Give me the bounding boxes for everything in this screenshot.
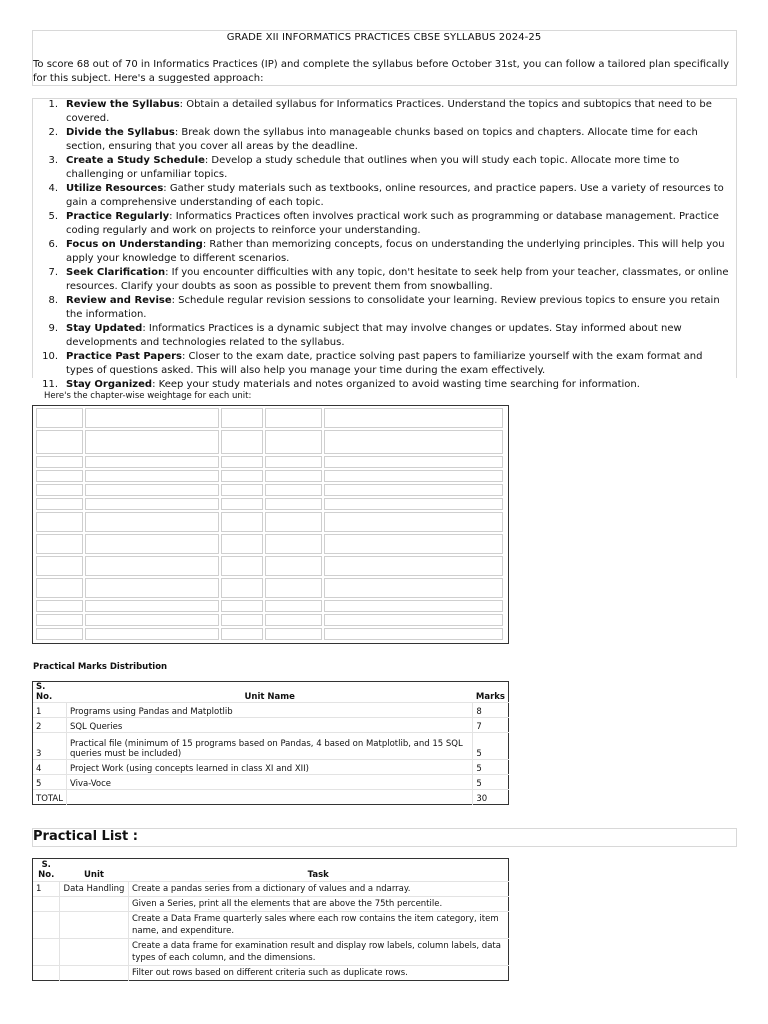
weightage-cell xyxy=(265,600,322,612)
step-text: Break down the syllabus into manageable chunks based on topics and chapters. Allocate time for each section, ensuring that you cover all areas by the deadline. xyxy=(66,127,698,152)
weightage-cell xyxy=(221,556,263,576)
step-item xyxy=(30,322,730,350)
cell-sno xyxy=(33,966,60,981)
weightage-row xyxy=(36,498,505,510)
weightage-cell xyxy=(36,578,83,598)
weightage-cell xyxy=(221,498,263,510)
table-row xyxy=(33,775,509,790)
weightage-cell xyxy=(324,470,503,482)
practical-marks-table xyxy=(32,681,509,805)
cell-unit xyxy=(60,897,129,912)
step-separator: : xyxy=(174,127,179,138)
cell-unit: Practical file (minimum of 15 programs based on Pandas, 4 based on Matplotlib, and 15 SQL queries must be included) xyxy=(66,733,472,760)
table-row xyxy=(33,718,509,733)
step-item xyxy=(30,294,730,322)
weightage-cell xyxy=(324,512,503,532)
table-row xyxy=(33,703,509,718)
cell-marks: 30 xyxy=(473,790,509,805)
weightage-cell xyxy=(85,628,220,640)
practical-list-title: Practical List : xyxy=(33,829,138,844)
weightage-cell xyxy=(324,430,503,454)
header-marks: Marks xyxy=(475,692,505,702)
weightage-row xyxy=(36,556,505,576)
weightage-cell xyxy=(265,430,322,454)
cell-sno: 1 xyxy=(33,882,60,897)
cell-sno: 1 xyxy=(33,703,67,718)
step-number: 7. xyxy=(48,267,58,278)
weightage-row xyxy=(36,512,505,532)
step-item xyxy=(30,378,730,392)
weightage-cell xyxy=(85,600,220,612)
cell-unit xyxy=(60,912,129,939)
step-heading: Seek Clarification xyxy=(66,267,166,278)
step-text: Obtain a detailed syllabus for Informatics Practices. Understand the topics and subtopics that need to be covered. xyxy=(66,99,712,124)
weightage-cell xyxy=(324,578,503,598)
step-number: 5. xyxy=(48,211,58,222)
cell-unit xyxy=(60,939,129,966)
weightage-row xyxy=(36,578,505,598)
weightage-cell xyxy=(85,484,220,496)
intro-paragraph: To score 68 out of 70 in Informatics Practices (IP) and complete the syllabus before October 31st, you can follow a tailored plan specifically for this subject. Here's a suggested approach: xyxy=(33,59,730,84)
table-row xyxy=(33,966,509,981)
cell-sno: 2 xyxy=(33,718,67,733)
weightage-cell xyxy=(221,614,263,626)
step-item xyxy=(30,98,730,126)
step-heading: Review and Revise xyxy=(66,295,172,306)
weightage-cell xyxy=(85,498,220,510)
step-text: Gather study materials such as textbooks, online resources, and practice papers. Use a variety of resources to gain a comprehensive understanding of each topic. xyxy=(66,183,724,208)
step-heading: Stay Updated xyxy=(66,323,143,334)
step-item xyxy=(30,182,730,210)
study-steps-list xyxy=(30,98,730,392)
weightage-cell xyxy=(324,614,503,626)
weightage-cell xyxy=(36,430,83,454)
step-number: 8. xyxy=(48,295,58,306)
weightage-cell xyxy=(36,628,83,640)
weightage-cell xyxy=(265,628,322,640)
cell-unit: Viva-Voce xyxy=(66,775,472,790)
step-item xyxy=(30,350,730,378)
step-separator: : xyxy=(169,211,173,222)
weightage-table xyxy=(32,405,509,644)
weightage-note: Here's the chapter-wise weightage for each unit: xyxy=(44,391,252,401)
weightage-row xyxy=(36,408,505,428)
weightage-cell xyxy=(265,470,322,482)
table-row xyxy=(33,897,509,912)
weightage-cell xyxy=(265,512,322,532)
weightage-cell xyxy=(324,600,503,612)
weightage-row xyxy=(36,614,505,626)
step-number: 11. xyxy=(42,379,58,390)
step-item xyxy=(30,126,730,154)
weightage-cell xyxy=(265,408,322,428)
step-separator: : xyxy=(152,379,156,390)
cell-task: Create a pandas series from a dictionary of values and a ndarray. xyxy=(129,882,509,897)
weightage-cell xyxy=(324,408,503,428)
step-text: Keep your study materials and notes organized to avoid wasting time searching for information. xyxy=(155,379,640,390)
weightage-cell xyxy=(324,498,503,510)
weightage-cell xyxy=(324,556,503,576)
step-number: 1. xyxy=(48,99,58,110)
table-row xyxy=(33,939,509,966)
weightage-cell xyxy=(221,534,263,554)
step-heading: Divide the Syllabus xyxy=(66,127,175,138)
step-item xyxy=(30,154,730,182)
step-heading: Create a Study Schedule xyxy=(66,155,205,166)
weightage-cell xyxy=(324,484,503,496)
weightage-cell xyxy=(85,512,220,532)
cell-marks: 7 xyxy=(473,718,509,733)
cell-task: Given a Series, print all the elements that are above the 75th percentile. xyxy=(129,897,509,912)
weightage-cell xyxy=(85,470,220,482)
step-number: 2. xyxy=(48,127,58,138)
weightage-cell xyxy=(324,628,503,640)
step-separator: : xyxy=(163,183,167,194)
header-sno: S. No. xyxy=(33,682,67,703)
weightage-cell xyxy=(265,556,322,576)
cell-sno: 4 xyxy=(33,760,67,775)
step-heading: Utilize Resources xyxy=(66,183,164,194)
weightage-row xyxy=(36,470,505,482)
step-separator: : xyxy=(202,239,207,250)
step-heading: Stay Organized xyxy=(66,379,153,390)
step-separator: : xyxy=(179,99,184,110)
weightage-cell xyxy=(36,512,83,532)
cell-task: Filter out rows based on different criteria such as duplicate rows. xyxy=(129,966,509,981)
weightage-row xyxy=(36,456,505,468)
cell-sno: 3 xyxy=(33,733,67,760)
step-separator: : xyxy=(182,351,186,362)
cell-unit: Project Work (using concepts learned in class XI and XII) xyxy=(66,760,472,775)
step-text: Rather than memorizing concepts, focus on understanding the underlying principles. This will help you apply your knowledge to different scenarios. xyxy=(66,239,725,264)
cell-marks: 5 xyxy=(473,775,509,790)
table-row xyxy=(33,733,509,760)
cell-unit: Programs using Pandas and Matplotlib xyxy=(66,703,472,718)
table-row xyxy=(33,760,509,775)
weightage-cell xyxy=(265,484,322,496)
weightage-cell xyxy=(85,456,220,468)
document-title: GRADE XII INFORMATICS PRACTICES CBSE SYLLABUS 2024-25 xyxy=(226,32,542,43)
weightage-row xyxy=(36,600,505,612)
cell-unit: SQL Queries xyxy=(66,718,472,733)
step-item xyxy=(30,238,730,266)
step-number: 6. xyxy=(48,239,58,250)
weightage-row xyxy=(36,628,505,640)
weightage-cell xyxy=(265,578,322,598)
step-text: Informatics Practices is a dynamic subject that may involve changes or updates. Stay informed about new developments and technologies related to the syllabus. xyxy=(66,323,682,348)
step-heading: Practice Past Papers xyxy=(66,351,182,362)
cell-sno xyxy=(33,912,60,939)
weightage-cell xyxy=(221,628,263,640)
cell-marks: 5 xyxy=(473,733,509,760)
weightage-cell xyxy=(324,456,503,468)
weightage-cell xyxy=(265,614,322,626)
cell-sno xyxy=(33,897,60,912)
practical-list-table xyxy=(32,858,509,981)
step-text: Schedule regular revision sessions to consolidate your learning. Review previous topics to ensure you retain the information. xyxy=(66,295,720,320)
weightage-cell xyxy=(36,556,83,576)
weightage-cell xyxy=(85,408,220,428)
weightage-cell xyxy=(85,534,220,554)
weightage-row xyxy=(36,484,505,496)
step-number: 10. xyxy=(42,351,58,362)
weightage-cell xyxy=(36,614,83,626)
step-text: If you encounter difficulties with any topic, don't hesitate to seek help from your teacher, classmates, or online resources. Clarify your doubts as soon as possible to prevent them from snowballing. xyxy=(66,267,729,292)
weightage-cell xyxy=(221,470,263,482)
cell-unit xyxy=(66,790,472,805)
weightage-cell xyxy=(221,512,263,532)
table-row xyxy=(33,912,509,939)
cell-sno: 5 xyxy=(33,775,67,790)
header-task: Task xyxy=(307,870,329,880)
cell-sno xyxy=(33,939,60,966)
step-number: 3. xyxy=(48,155,58,166)
weightage-cell xyxy=(265,456,322,468)
step-heading: Focus on Understanding xyxy=(66,239,203,250)
weightage-cell xyxy=(85,614,220,626)
step-separator: : xyxy=(165,267,169,278)
step-text: Develop a study schedule that outlines when you will study each topic. Allocate more time to challenging or unfamiliar topics. xyxy=(66,155,680,180)
weightage-cell xyxy=(85,556,220,576)
weightage-cell xyxy=(221,600,263,612)
cell-task: Create a Data Frame quarterly sales where each row contains the item category, item name, and expenditure. xyxy=(129,912,509,939)
step-text: Informatics Practices often involves practical work such as programming or database management. Practice coding regularly and work on projects to reinforce your understanding. xyxy=(66,211,719,236)
cell-marks: 8 xyxy=(473,703,509,718)
cell-task: Create a data frame for examination result and display row labels, column labels, data types of each column, and the dimensions. xyxy=(129,939,509,966)
cell-sno: TOTAL xyxy=(33,790,67,805)
step-item xyxy=(30,266,730,294)
weightage-cell xyxy=(36,600,83,612)
header-sno: S. No. xyxy=(33,859,60,882)
step-text: Closer to the exam date, practice solving past papers to familiarize yourself with the exam format and types of questions asked. This will also help you manage your time during the exam effectively. xyxy=(66,351,703,376)
weightage-cell xyxy=(221,484,263,496)
weightage-cell xyxy=(36,456,83,468)
table-row xyxy=(33,790,509,805)
weightage-cell xyxy=(265,534,322,554)
step-separator: : xyxy=(171,295,175,306)
header-unit-name: Unit Name xyxy=(244,692,295,702)
weightage-cell xyxy=(85,430,220,454)
weightage-cell xyxy=(36,498,83,510)
step-item xyxy=(30,210,730,238)
step-separator: : xyxy=(142,323,146,334)
practical-marks-title: Practical Marks Distribution xyxy=(33,662,168,672)
weightage-cell xyxy=(221,578,263,598)
table-row xyxy=(33,882,509,897)
step-heading: Practice Regularly xyxy=(66,211,170,222)
cell-unit xyxy=(60,966,129,981)
weightage-cell xyxy=(85,578,220,598)
weightage-cell xyxy=(36,470,83,482)
step-separator: : xyxy=(204,155,209,166)
step-heading: Review the Syllabus xyxy=(66,99,180,110)
weightage-cell xyxy=(221,430,263,454)
header-unit: Unit xyxy=(84,870,104,880)
weightage-row xyxy=(36,430,505,454)
weightage-cell xyxy=(36,484,83,496)
cell-marks: 5 xyxy=(473,760,509,775)
weightage-cell xyxy=(221,408,263,428)
weightage-cell xyxy=(36,408,83,428)
step-number: 4. xyxy=(48,183,58,194)
weightage-cell xyxy=(221,456,263,468)
cell-unit: Data Handling xyxy=(60,882,129,897)
weightage-cell xyxy=(324,534,503,554)
weightage-cell xyxy=(265,498,322,510)
weightage-cell xyxy=(36,534,83,554)
step-number: 9. xyxy=(48,323,58,334)
weightage-row xyxy=(36,534,505,554)
